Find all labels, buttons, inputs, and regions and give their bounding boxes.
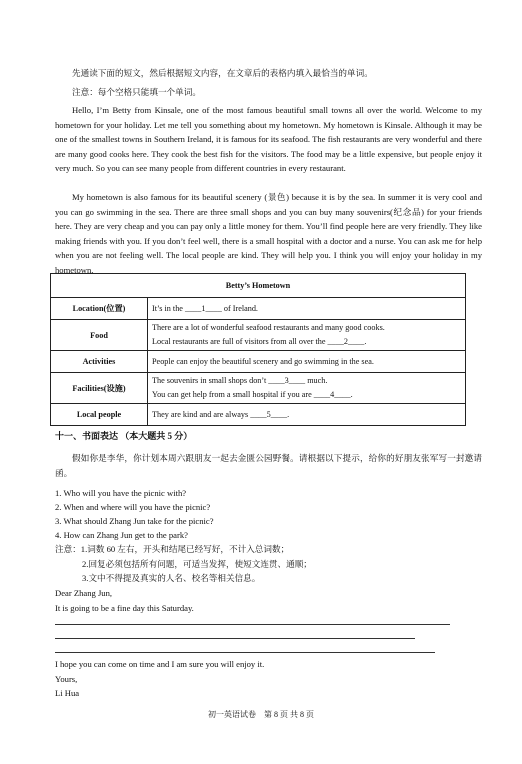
food-line-2: Local restaurants are full of visitors from all over the ____2____. (152, 337, 367, 346)
passage-paragraph-1: Hello, I’m Betty from Kinsale, one of the most famous beautiful small towns all over the world. Welcome to my hometown for your holiday. Let me tell you something about my hometown. My hometown is Kinsale. Although it may be one of the smallest towns in Southern Ireland, it is famous for its seafood. The fish restaurants are very wonderful and there are many good cooks here. They cook the best fish for the visitors. The food may be a little expensive, but people enjoy it very much. So you can see many people from different countries in every restaurant. (55, 105, 482, 174)
facilities-line-1: The souvenirs in small shops don’t ____3____ much. (152, 376, 328, 385)
fill-in-table (50, 273, 466, 426)
letter-opening: It is going to be a fine day this Saturday. (55, 603, 194, 613)
table-row (51, 373, 466, 404)
table-row (51, 351, 466, 373)
letter-signature: Li Hua (55, 688, 80, 698)
blank-2[interactable]: ____2____ (327, 337, 365, 346)
activities-line: People can enjoy the beautiful scenery and go swimming in the sea. (148, 351, 466, 373)
passage-paragraph-2: My hometown is also famous for its beautiful scenery (景色) because it is by the sea. In summer it is very cool and you can go swimming in the sea. There are three small shops and you can buy many souvenirs(纪念品) for your friends here. They are very cheap and you can pay only a little money for them. You’ll find people here are very friendly. They like making friends with you. If you don’t feel well, there is a small hospital with a doctor and a nurse. You can ask me for help when you are not feeling well. The local people are kind. They will help you. I think you will enjoy your holiday in my hometown. (55, 192, 482, 275)
writing-section-title: 十一、书面表达 （本大题共 5 分） (55, 431, 193, 441)
blank-3[interactable]: ____3____ (268, 376, 306, 385)
question-4: 4. How can Zhang Jun get to the park? (55, 530, 188, 540)
letter-signoff: Yours, (55, 674, 78, 684)
facilities-line-2: You can get help from a small hospital if you are ____4____. (152, 390, 353, 399)
page-footer: 初一英语试卷 第 8 页 共 8 页 (208, 710, 314, 719)
answer-line-1[interactable] (55, 624, 450, 625)
blank-5[interactable]: ____5____ (250, 409, 288, 419)
question-2: 2. When and where will you have the picnic? (55, 502, 211, 512)
table-row (51, 298, 466, 320)
letter-greeting: Dear Zhang Jun, (55, 588, 113, 598)
local-people-line: They are kind and are always ____5____. (152, 409, 290, 419)
table-title: Betty’s Hometown (51, 274, 466, 298)
reading-note: 注意：每个空格只能填一个单词。 (72, 87, 201, 97)
question-3: 3. What should Zhang Jun take for the picnic? (55, 516, 214, 526)
blank-1[interactable]: ____1____ (184, 303, 222, 313)
row-label-activities: Activities (51, 351, 148, 373)
writing-note-2: 2.回复必须包括所有问题，可适当发挥，使短文连贯、通顺； (82, 559, 312, 569)
writing-note-3: 3.文中不得提及真实的人名、校名等相关信息。 (82, 573, 261, 583)
location-line: It’s in the ____1____ of Ireland. (152, 303, 258, 313)
row-label-food: Food (51, 320, 148, 351)
table-row (51, 404, 466, 426)
letter-closing: I hope you can come on time and I am sure you will enjoy it. (55, 659, 265, 669)
blank-4[interactable]: ____4____ (313, 390, 351, 399)
answer-line-3[interactable] (55, 652, 435, 653)
writing-note-1: 注意：1.词数 60 左右，开头和结尾已经写好，不计入总词数； (55, 544, 290, 554)
row-label-local-people: Local people (51, 404, 148, 426)
table-row (51, 320, 466, 351)
row-label-facilities: Facilities(设施) (51, 373, 148, 404)
reading-instructions: 先通读下面的短文，然后根据短文内容，在文章后的表格内填入最恰当的单词。 (72, 68, 373, 78)
question-1: 1. Who will you have the picnic with? (55, 488, 187, 498)
food-line-1: There are a lot of wonderful seafood restaurants and many good cooks. (152, 323, 385, 332)
answer-line-2[interactable] (55, 638, 415, 639)
row-label-location: Location(位置) (51, 298, 148, 320)
writing-prompt: 假如你是李华，你计划本周六跟朋友一起去金匮公园野餐。请根据以下提示，给你的好朋友张军写一封邀请函。 (55, 453, 482, 478)
